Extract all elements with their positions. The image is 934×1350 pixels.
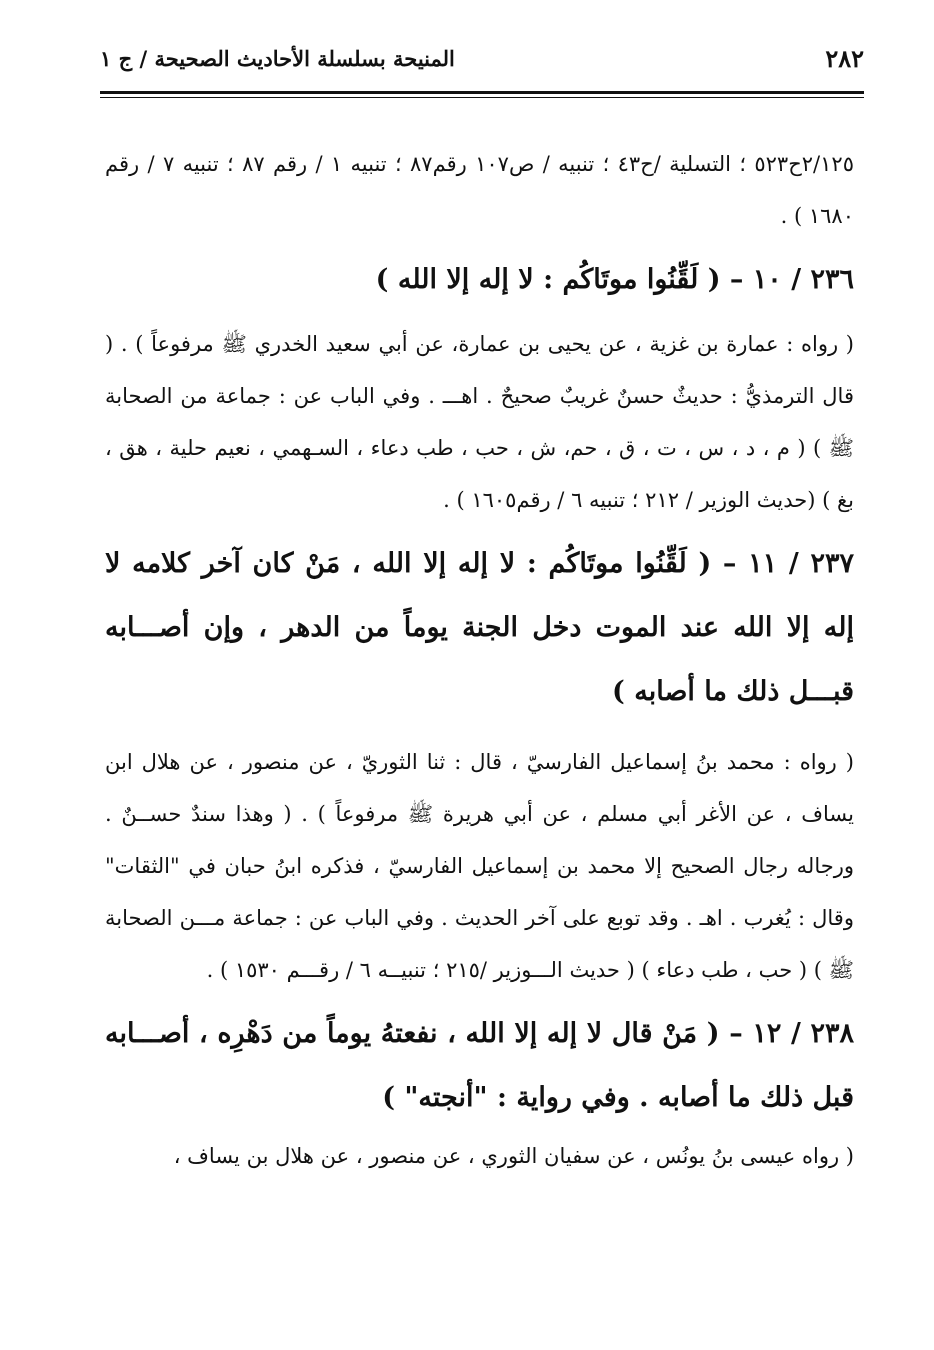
hadith-236-commentary: ( رواه : عمارة بن غزية ، عن يحيى بن عمارة، عن أبي سعيد الخدري ﷺ مرفوعاً ) . ( قال الترمذيُّ : حديثٌ حسنٌ غريبٌ صحيحٌ . اهـــ . وفي الباب عن : جماعة من الصحابة ﷺ ) ( م ، د ، س ، ت ، ق ، حم، ش ، حب ، طب دعاء ، السـهمي ، نعيم حلية ، هق ، بغ ) (حديث الوزير / ٢١٢ ؛ تنبيه ٦ / رقم١٦٠٥ ) . (105, 332, 854, 512)
citation-continuation: ٢/١٢٥ح٥٢٣ ؛ التسلية /ح٤٣ ؛ تنبيه / ص١٠٧ رقم٨٧ ؛ تنبيه ١ / رقم ٨٧ ؛ تنبيه ٧ / رقم ١٦٨٠ ) . (105, 152, 854, 228)
hadith-238-text: ٢٣٨ / ١٢ – ( مَنْ قال لا إله إلا الله ، نفعتهُ يوماً من دَهْرِه ، أصـــابه قبل ذلك ما أصابه . وفي رواية : "أنجته" ) (105, 1018, 854, 1113)
page-content (105, 138, 854, 1182)
hadith-236-text: ٢٣٦ / ١٠ – ( لَقِّنُوا موتَاكُم : لا إله إلا الله ) (375, 264, 854, 295)
hadith-237-commentary: ( رواه : محمد بنُ إسماعيل الفارسيّ ، قال : ثنا الثوريّ ، عن منصور ، عن هلال ابن يساف ، عن الأغر أبي مسلم ، عن أبي هريرة ﷺ مرفوعاً ) . ( وهذا سندٌ حســنٌ . ورجاله رجال الصحيح إلا محمد بن إسماعيل الفارسيّ ، فذكره ابنُ حبان في "الثقات" وقال : يُغرب . اهـ . وقد توبع على آخر الحديث . وفي الباب عن : جماعة مـــن الصحابة ﷺ ) ( حب ، طب دعاء ) ( حديث الـــوزير /٢١٥ ؛ تنبيــه ٦ / رقـــم ١٥٣٠ ) . (105, 750, 854, 982)
hadith-238-commentary: ( رواه عيسى بنُ يونُس ، عن سفيان الثوري ، عن منصور ، عن هلال بن يساف ، (173, 1144, 854, 1168)
page-header (100, 44, 864, 84)
running-title: المنيحة بسلسلة الأحاديث الصحيحة / ج ١ (100, 46, 455, 71)
page-number: ٢٨٢ (825, 44, 864, 73)
header-rule-thick (100, 91, 864, 94)
header-rule-thin (100, 97, 864, 98)
hadith-237-text: ٢٣٧ / ١١ – ( لَقِّنُوا موتَاكُم : لا إله إلا الله ، مَنْ كان آخر كلامه لا إله إلا الله عند الموت دخل الجنة يوماً من الدهر ، وإن أصـــابه قبـــل ذلك ما أصابه ) (105, 548, 854, 707)
